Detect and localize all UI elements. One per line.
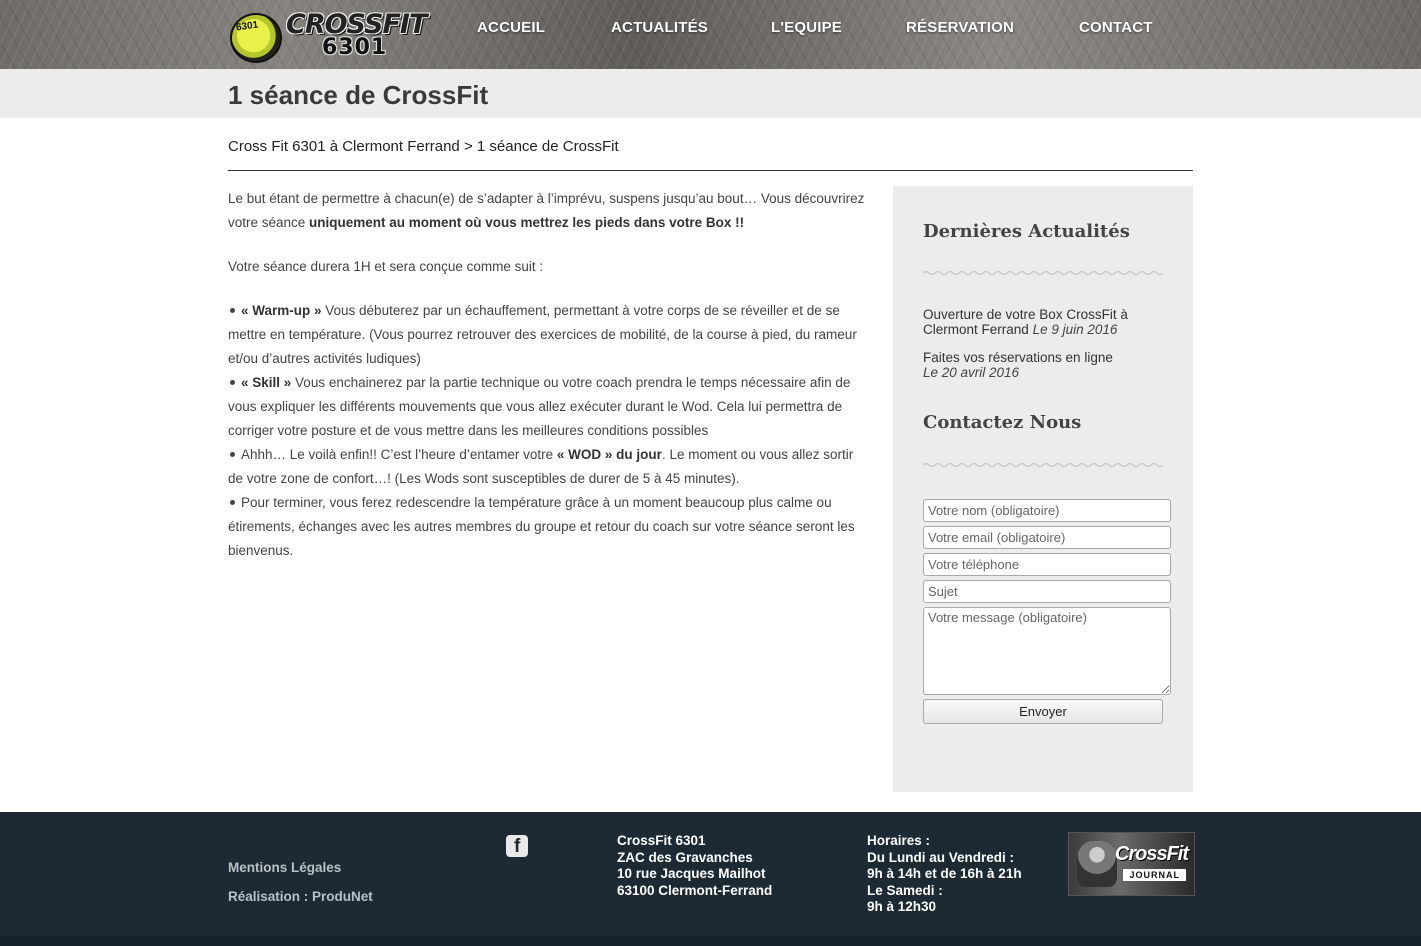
- address-block: [617, 833, 772, 899]
- address-line: ZAC des Gravanches: [617, 849, 753, 865]
- news-date: Le 9 juin 2016: [1032, 322, 1118, 337]
- hours-line: Horaires :: [867, 833, 931, 848]
- step-text: Vous débuterez par un échauffement, permettant à votre corps de se réveiller et de se mettre en température. (Vous pourrez retrouver des exercices de mobilité, de la course à pied, du rameur et/ou d’autres activités ludiques): [228, 303, 857, 366]
- step-text: . Le moment ou vous allez sortir de votre zone de confort…! (Les Wods sont susceptibles de durer de 5 à 45 minutes).: [228, 447, 854, 486]
- step-text: Pour terminer, vous ferez redescendre la température grâce à un moment beaucoup plus calme ou étirements, échanges avec les autres membres du groupe et retour du coach sur votre séance seront les bienvenus.: [228, 495, 855, 558]
- duration-paragraph: Votre séance durera 1H et sera conçue comme suit :: [228, 259, 544, 274]
- intro-text: Le but étant de permettre à chacun(e) de s’adapter à l’imprévu, suspens jusqu’au bout… Vous découvrirez votre séance: [228, 191, 865, 230]
- step-title: « Warm-up »: [241, 303, 322, 318]
- nav-equipe[interactable]: L'EQUIPE: [771, 19, 843, 36]
- bullet-icon: [230, 308, 235, 313]
- session-steps-list: [228, 299, 868, 563]
- legal-link[interactable]: Mentions Légales: [228, 860, 342, 875]
- divider: [228, 170, 1193, 171]
- name-field[interactable]: [923, 499, 1171, 522]
- hours-line: 9h à 12h30: [867, 899, 937, 914]
- wave-divider: [923, 270, 1163, 276]
- news-date: Le 20 avril 2016: [923, 365, 1020, 380]
- page-title: 1 séance de CrossFit: [228, 80, 489, 110]
- phone-field[interactable]: [923, 553, 1171, 576]
- intro-paragraph: [228, 187, 868, 235]
- nav-contact[interactable]: CONTACT: [1079, 19, 1153, 36]
- news-link[interactable]: Ouverture de votre Box CrossFit à Clermont Ferrand: [923, 307, 1128, 337]
- email-field[interactable]: [923, 526, 1171, 549]
- article-body: [228, 187, 868, 563]
- logo-number: 6301: [322, 35, 388, 60]
- site-footer: [0, 812, 1421, 936]
- nav-actualites[interactable]: ACTUALITÉS: [611, 19, 708, 36]
- athlete-figure: [1077, 841, 1117, 887]
- hours-line: 9h à 14h et de 16h à 21h: [867, 866, 1022, 881]
- crossfit-6301-logo[interactable]: [230, 9, 427, 61]
- step-title: « Skill »: [241, 375, 292, 390]
- news-link[interactable]: Faites vos réservations en ligne: [923, 350, 1113, 365]
- journal-title: CrossFit: [1114, 843, 1188, 865]
- list-item: [228, 443, 868, 491]
- send-button[interactable]: Envoyer: [923, 699, 1163, 724]
- list-item: [228, 299, 868, 371]
- credit-link[interactable]: Réalisation : ProduNet: [228, 889, 373, 904]
- intro-bold-text: uniquement au moment où vous mettrez les pieds dans votre Box !!: [309, 215, 745, 230]
- journal-subtitle: JOURNAL: [1123, 869, 1186, 881]
- bullet-icon: [230, 500, 235, 505]
- title-band: [0, 69, 1421, 118]
- bullet-icon: [230, 380, 235, 385]
- message-field[interactable]: [923, 607, 1171, 695]
- list-item: [228, 491, 868, 563]
- facebook-glyph: f: [514, 836, 521, 857]
- hours-line: Le Samedi :: [867, 882, 943, 898]
- nav-accueil[interactable]: ACCUEIL: [477, 19, 546, 36]
- address-line: 63100 Clermont-Ferrand: [617, 882, 773, 898]
- address-line: CrossFit 6301: [617, 833, 706, 848]
- address-line: 10 rue Jacques Mailhot: [617, 866, 766, 881]
- contact-heading: Contactez Nous: [923, 412, 1082, 433]
- crossfit-journal-banner[interactable]: [1068, 832, 1195, 896]
- news-heading: Dernières Actualités: [923, 221, 1130, 242]
- breadcrumb: [228, 138, 619, 155]
- hours-block: [867, 833, 1022, 916]
- step-text: Ahhh… Le voilà enfin!! C’est l’heure d’entamer votre: [241, 447, 557, 462]
- logo-badge-text: 6301: [235, 19, 259, 34]
- breadcrumb-separator: >: [463, 138, 473, 155]
- hours-line: Du Lundi au Vendredi :: [867, 849, 1015, 865]
- footer-bottom-bar: [0, 936, 1421, 946]
- sidebar: [893, 186, 1193, 792]
- bullet-icon: [230, 452, 235, 457]
- breadcrumb-home-link[interactable]: Cross Fit 6301 à Clermont Ferrand: [228, 138, 460, 155]
- facebook-icon[interactable]: [506, 835, 528, 857]
- subject-field[interactable]: [923, 580, 1171, 603]
- wave-divider: [923, 462, 1163, 468]
- site-header: [0, 0, 1421, 69]
- news-item: [923, 307, 1163, 337]
- breadcrumb-current: 1 séance de CrossFit: [476, 138, 619, 155]
- news-item: [923, 350, 1163, 380]
- logo-word: CROSSFIT: [286, 9, 427, 40]
- step-title: « WOD » du jour: [556, 447, 662, 462]
- nav-reservation[interactable]: RÉSERVATION: [906, 19, 1015, 36]
- step-text: Vous enchainerez par la partie technique ou votre coach prendra le temps nécessaire afin de vous expliquer les différents mouvements que vous allez exécuter durant le Wod. Cela lui permettra de corriger votre posture et de vous mettre dans les meilleures conditions possibles: [228, 375, 851, 438]
- list-item: [228, 371, 868, 443]
